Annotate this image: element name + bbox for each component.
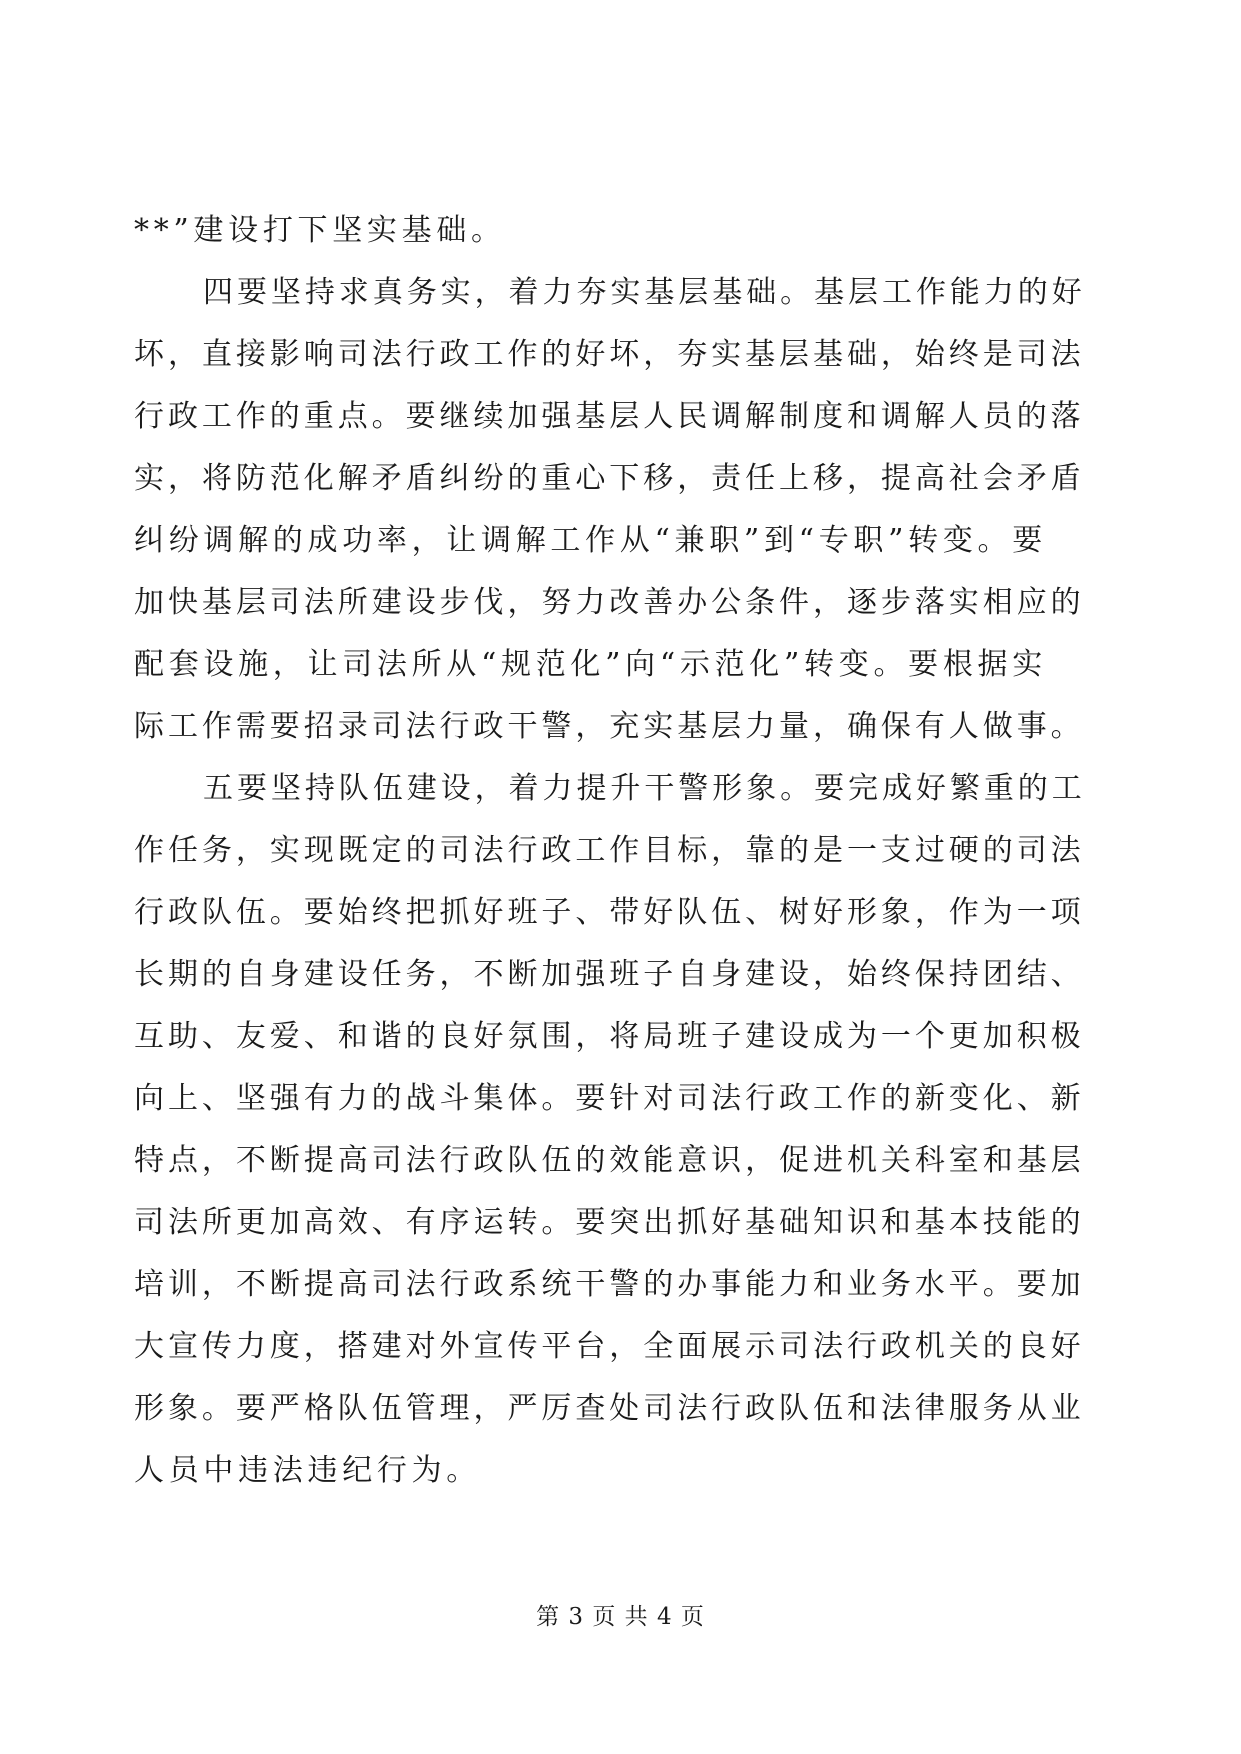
text-line: 大宣传力度，搭建对外宣传平台，全面展示司法行政机关的良好 bbox=[134, 1329, 1085, 1364]
body-text bbox=[134, 200, 1090, 1502]
text-line: 行政队伍。要始终把抓好班子、带好队伍、树好形象，作为一项 bbox=[134, 895, 1085, 930]
text-line: 培训，不断提高司法行政系统干警的办事能力和业务水平。要加 bbox=[134, 1267, 1085, 1302]
text-line: 际工作需要招录司法行政干警，充实基层力量，确保有人做事。 bbox=[134, 709, 1085, 744]
text-line: 司法所更加高效、有序运转。要突出抓好基础知识和基本技能的 bbox=[134, 1205, 1085, 1240]
text-line: 特点，不断提高司法行政队伍的效能意识，促进机关科室和基层 bbox=[134, 1143, 1085, 1178]
text-line: 行政工作的重点。要继续加强基层人民调解制度和调解人员的落 bbox=[134, 399, 1085, 434]
text-line: 配套设施，让司法所从“规范化”向“示范化”转变。要根据实 bbox=[134, 647, 1047, 682]
text-line: 作任务，实现既定的司法行政工作目标，靠的是一支过硬的司法 bbox=[134, 833, 1085, 868]
text-line: 向上、坚强有力的战斗集体。要针对司法行政工作的新变化、新 bbox=[134, 1081, 1085, 1116]
text-line: **”建设打下坚实基础。 bbox=[134, 213, 506, 248]
text-line: 形象。要严格队伍管理，严厉查处司法行政队伍和法律服务从业 bbox=[134, 1391, 1085, 1426]
text-line: 实，将防范化解矛盾纠纷的重心下移，责任上移，提高社会矛盾 bbox=[134, 461, 1085, 496]
text-line: 人员中违法违纪行为。 bbox=[134, 1453, 481, 1488]
text-line: 坏，直接影响司法行政工作的好坏，夯实基层基础，始终是司法 bbox=[134, 337, 1085, 372]
text-line: 加快基层司法所建设步伐，努力改善办公条件，逐步落实相应的 bbox=[134, 585, 1085, 620]
text-line: 互助、友爱、和谐的良好氛围，将局班子建设成为一个更加积极 bbox=[134, 1019, 1085, 1054]
paragraph-four-first-line: 四要坚持求真务实，着力夯实基层基础。基层工作能力的好 bbox=[203, 275, 1086, 310]
text-line: 长期的自身建设任务，不断加强班子自身建设，始终保持团结、 bbox=[134, 957, 1085, 992]
paragraph-five-first-line: 五要坚持队伍建设，着力提升干警形象。要完成好繁重的工 bbox=[203, 771, 1086, 806]
page-number-footer: 第 3 页 共 4 页 bbox=[536, 1604, 705, 1630]
text-line: 纠纷调解的成功率，让调解工作从“兼职”到“专职”转变。要 bbox=[134, 523, 1047, 558]
